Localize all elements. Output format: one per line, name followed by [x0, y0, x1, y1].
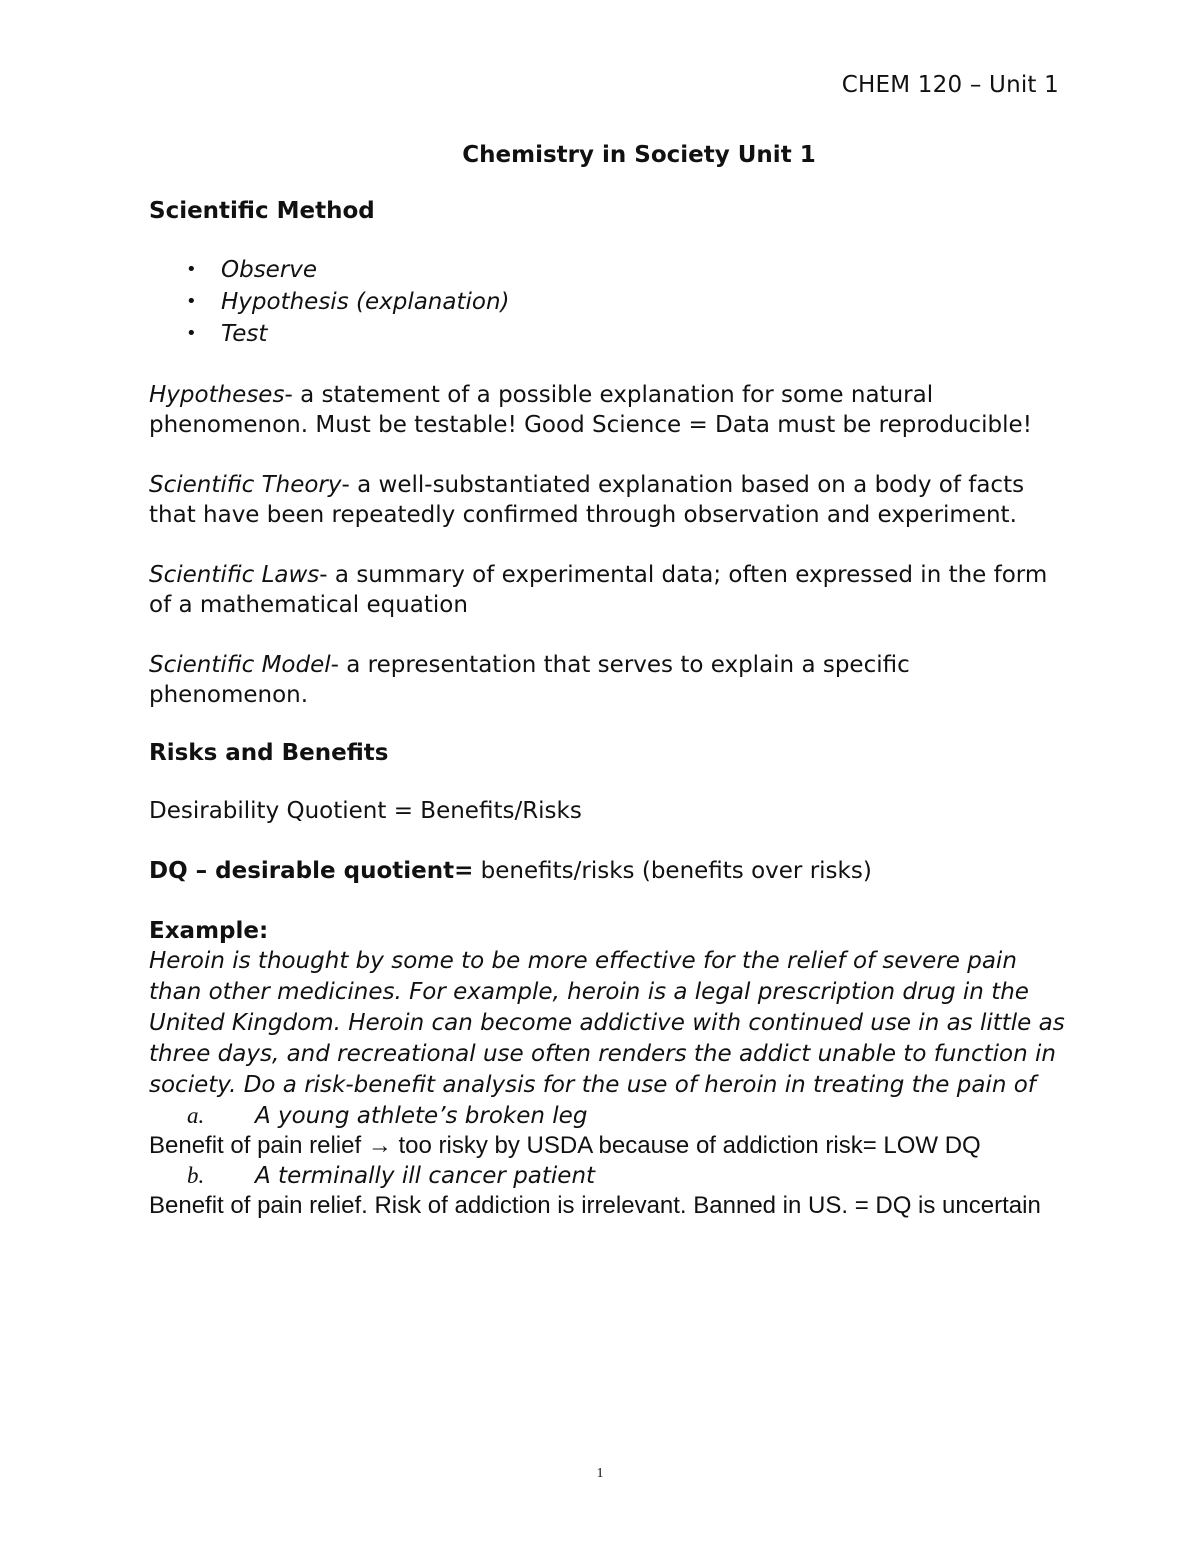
example-answer-a [149, 1131, 1069, 1161]
answer-text: too risky by USDA because of addiction risk= LOW DQ [391, 1132, 981, 1159]
definition-text: - a well-substantiated explanation based on a body of facts that have been repeatedly confirmed through observation and experiment. [149, 472, 1025, 528]
page-title: Chemistry in Society Unit 1 [462, 142, 816, 168]
definition-text: - a representation that serves to explain a specific phenomenon. [149, 652, 910, 708]
dq-text: benefits/risks (benefits over risks) [473, 858, 872, 884]
arrow-right-icon: → [367, 1132, 392, 1159]
dq-label: DQ – desirable quotient= [149, 858, 474, 884]
step-label: Hypothesis (explanation) [221, 289, 510, 315]
item-marker: a. [187, 1103, 205, 1128]
definition-text: - a statement of a possible explanation for some natural phenomenon. Must be testable! Good Science = Data must be reproducible! [149, 382, 1032, 438]
example-item-a [149, 1101, 1069, 1131]
list-item [149, 254, 1069, 286]
dq-definition [149, 856, 1069, 886]
step-label: Observe [221, 257, 318, 283]
bullet-icon: • [186, 259, 197, 280]
item-label: A young athlete’s broken leg [255, 1103, 588, 1129]
list-item [149, 318, 1069, 350]
desirability-formula: Desirability Quotient = Benefits/Risks [149, 798, 582, 824]
scientific-method-list [149, 254, 1069, 350]
example-answer-b [149, 1191, 1069, 1221]
scientific-method-heading: Scientific Method [149, 198, 375, 224]
definition-scientific-laws [149, 560, 1069, 620]
definition-hypotheses [149, 380, 1069, 440]
definition-text: - a summary of experimental data; often expressed in the form of a mathematical equation [149, 562, 1048, 618]
step-label: Test [221, 321, 268, 347]
answer-text: Benefit of pain relief [149, 1132, 368, 1159]
page-number: 1 [596, 1466, 604, 1481]
list-item [149, 286, 1069, 318]
example-text: Heroin is thought by some to be more effective for the relief of severe pain than other medicines. For example, heroin is a legal prescription drug in the United Kingdom. Heroin can become addictive with continued use in as little as three days, and recreational use often renders the addict unable to function in society. Do a risk-benefit analysis for the use of heroin in treating the pain of [149, 948, 1065, 1098]
definition-scientific-model [149, 650, 1069, 710]
definition-term: Scientific Theory [149, 472, 342, 498]
bullet-icon: • [186, 323, 197, 344]
definition-term: Scientific Model [149, 652, 331, 678]
document-body [149, 142, 1069, 1221]
example-heading: Example: [149, 918, 269, 944]
example-item-b [149, 1161, 1069, 1191]
item-marker: b. [187, 1163, 205, 1188]
page-header: CHEM 120 – Unit 1 [841, 72, 1059, 98]
answer-text: Benefit of pain relief. Risk of addiction is irrelevant. Banned in US. = DQ is uncertain [149, 1192, 1041, 1219]
risks-benefits-heading: Risks and Benefits [149, 740, 389, 766]
definition-term: Scientific Laws [149, 562, 320, 588]
definition-term: Hypotheses [149, 382, 285, 408]
definition-scientific-theory [149, 470, 1069, 530]
item-label: A terminally ill cancer patient [255, 1163, 596, 1189]
bullet-icon: • [186, 291, 197, 312]
